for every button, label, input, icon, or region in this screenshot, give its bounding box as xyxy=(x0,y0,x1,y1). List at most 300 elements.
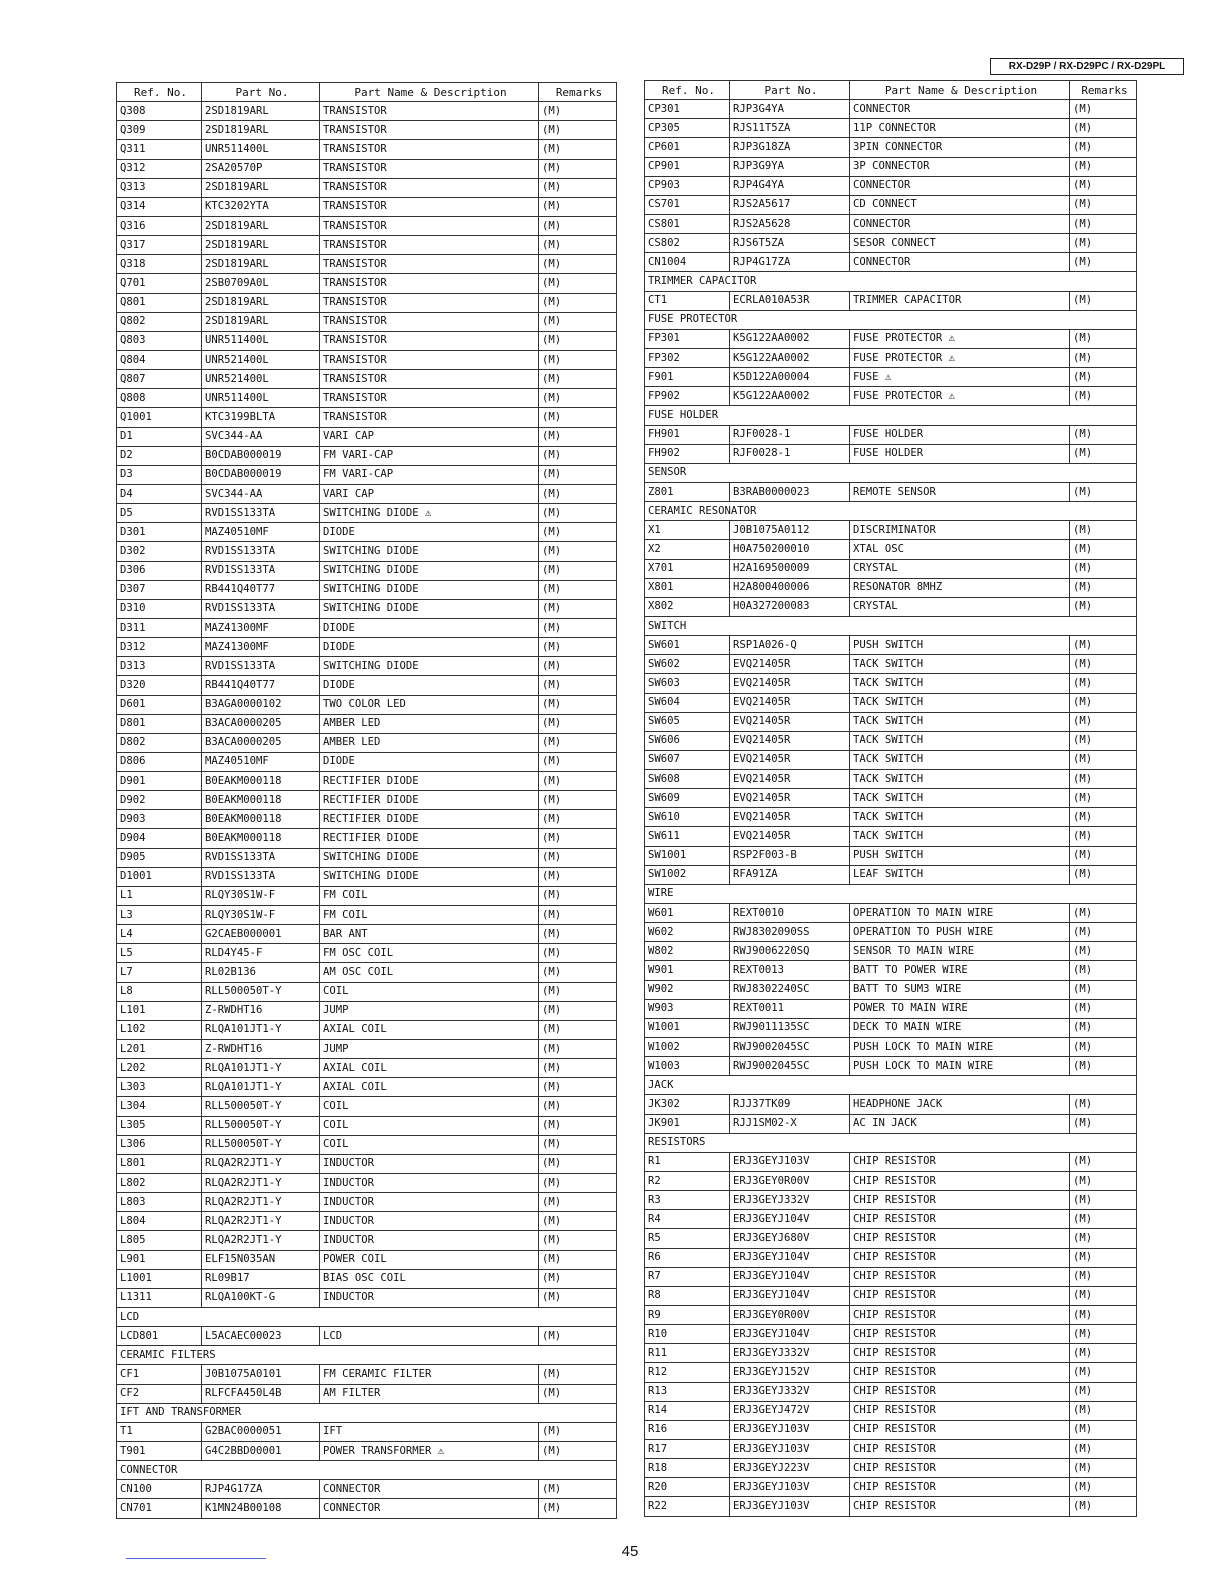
remarks-cell: (M) xyxy=(1070,1095,1137,1114)
part-name-cell: CHIP RESISTOR xyxy=(850,1152,1070,1171)
remarks-cell: (M) xyxy=(1070,234,1137,253)
part-name-cell: SESOR CONNECT xyxy=(850,234,1070,253)
ref-no-cell: JK302 xyxy=(645,1095,730,1114)
table-row xyxy=(117,561,617,580)
part-name-cell: PUSH LOCK TO MAIN WIRE xyxy=(850,1057,1070,1076)
parts-table-right xyxy=(644,80,1137,1517)
ref-no-cell: Q801 xyxy=(117,293,202,312)
ref-no-header: Ref. No. xyxy=(117,83,202,102)
table-row xyxy=(117,1231,617,1250)
ref-no-cell: L304 xyxy=(117,1097,202,1116)
section-title: IFT AND TRANSFORMER xyxy=(117,1403,617,1422)
table-row xyxy=(117,906,617,925)
table-row xyxy=(117,1499,617,1518)
part-no-cell: RLL500050T-Y xyxy=(202,1097,320,1116)
table-row xyxy=(645,1172,1137,1191)
part-no-cell: UNR521400L xyxy=(202,370,320,389)
table-row xyxy=(645,100,1137,119)
part-no-cell: ELF15N035AN xyxy=(202,1250,320,1269)
remarks-cell: (M) xyxy=(539,216,617,235)
ref-no-cell: L805 xyxy=(117,1231,202,1250)
part-no-cell: ERJ3GEYJ104V xyxy=(730,1325,850,1344)
table-row xyxy=(645,329,1137,348)
part-name-cell: TACK SWITCH xyxy=(850,808,1070,827)
remarks-cell: (M) xyxy=(1070,655,1137,674)
part-no-cell: H2A169500009 xyxy=(730,559,850,578)
table-row xyxy=(117,1365,617,1384)
part-name-cell: TACK SWITCH xyxy=(850,674,1070,693)
table-row xyxy=(117,1250,617,1269)
remarks-cell: (M) xyxy=(1070,1497,1137,1516)
table-row xyxy=(117,197,617,216)
part-name-cell: TACK SWITCH xyxy=(850,712,1070,731)
table-row xyxy=(117,1384,617,1403)
section-header-row xyxy=(645,1076,1137,1095)
table-row xyxy=(117,829,617,848)
remarks-cell: (M) xyxy=(1070,1210,1137,1229)
remarks-cell: (M) xyxy=(1070,1306,1137,1325)
table-row xyxy=(117,1154,617,1173)
ref-no-cell: D2 xyxy=(117,446,202,465)
ref-no-cell: W602 xyxy=(645,923,730,942)
ref-no-cell: L8 xyxy=(117,982,202,1001)
part-name-cell: FM CERAMIC FILTER xyxy=(320,1365,539,1384)
part-no-cell: 2SB0709A0L xyxy=(202,274,320,293)
part-name-cell: TACK SWITCH xyxy=(850,789,1070,808)
ref-no-cell: D5 xyxy=(117,504,202,523)
section-title: RESISTORS xyxy=(645,1133,1137,1152)
part-no-cell: RWJ8302090SS xyxy=(730,923,850,942)
remarks-cell: (M) xyxy=(539,504,617,523)
part-no-cell: EVQ21405R xyxy=(730,655,850,674)
part-name-cell: CHIP RESISTOR xyxy=(850,1363,1070,1382)
table-row xyxy=(117,1001,617,1020)
ref-no-cell: SW607 xyxy=(645,750,730,769)
part-no-cell: RLQA2R2JT1-Y xyxy=(202,1212,320,1231)
table-row xyxy=(645,980,1137,999)
part-name-cell: DIODE xyxy=(320,618,539,637)
ref-no-cell: CS701 xyxy=(645,195,730,214)
remarks-cell: (M) xyxy=(1070,1363,1137,1382)
table-row xyxy=(645,655,1137,674)
part-name-cell: CONNECTOR xyxy=(320,1499,539,1518)
part-name-cell: AC IN JACK xyxy=(850,1114,1070,1133)
remarks-cell: (M) xyxy=(539,389,617,408)
remarks-cell: (M) xyxy=(539,618,617,637)
part-no-cell: RJP4G4YA xyxy=(730,176,850,195)
remarks-cell: (M) xyxy=(539,1480,617,1499)
remarks-cell: (M) xyxy=(539,829,617,848)
ref-no-cell: L804 xyxy=(117,1212,202,1231)
part-no-cell: EVQ21405R xyxy=(730,827,850,846)
table-row xyxy=(117,886,617,905)
part-no-cell: ERJ3GEYJ103V xyxy=(730,1420,850,1439)
table-row xyxy=(645,1382,1137,1401)
ref-no-cell: L306 xyxy=(117,1135,202,1154)
part-no-cell: J0B1075A0112 xyxy=(730,521,850,540)
part-no-cell: RLQA2R2JT1-Y xyxy=(202,1193,320,1212)
table-row xyxy=(117,982,617,1001)
part-no-cell: RLQA101JT1-Y xyxy=(202,1078,320,1097)
part-no-cell: H0A327200083 xyxy=(730,597,850,616)
section-header-row xyxy=(645,406,1137,425)
part-no-cell: RJF0028-1 xyxy=(730,444,850,463)
part-name-cell: CONNECTOR xyxy=(850,214,1070,233)
ref-no-cell: L201 xyxy=(117,1040,202,1059)
ref-no-cell: L801 xyxy=(117,1154,202,1173)
part-name-cell: COIL xyxy=(320,1097,539,1116)
remarks-cell: (M) xyxy=(1070,1152,1137,1171)
remarks-cell: (M) xyxy=(539,944,617,963)
part-no-cell: RLL500050T-Y xyxy=(202,1135,320,1154)
table-row xyxy=(645,1306,1137,1325)
part-name-cell: AXIAL COIL xyxy=(320,1078,539,1097)
part-name-cell: TRANSISTOR xyxy=(320,370,539,389)
table-row xyxy=(645,1286,1137,1305)
part-no-cell: K1MN24B00108 xyxy=(202,1499,320,1518)
ref-no-cell: D311 xyxy=(117,618,202,637)
part-no-cell: ERJ3GEYJ332V xyxy=(730,1382,850,1401)
table-row xyxy=(645,1267,1137,1286)
section-header-row xyxy=(645,310,1137,329)
remarks-cell: (M) xyxy=(1070,348,1137,367)
table-row xyxy=(117,810,617,829)
remarks-cell: (M) xyxy=(539,982,617,1001)
part-name-cell: CD CONNECT xyxy=(850,195,1070,214)
part-no-cell: RLL500050T-Y xyxy=(202,1116,320,1135)
remarks-cell: (M) xyxy=(539,1097,617,1116)
remarks-cell: (M) xyxy=(539,255,617,274)
part-name-cell: TRANSISTOR xyxy=(320,312,539,331)
remarks-cell: (M) xyxy=(539,1441,617,1460)
part-no-cell: RJS2A5628 xyxy=(730,214,850,233)
table-row xyxy=(645,1325,1137,1344)
remarks-cell: (M) xyxy=(539,772,617,791)
ref-no-cell: Q807 xyxy=(117,370,202,389)
ref-no-cell: D1001 xyxy=(117,867,202,886)
part-no-cell: J0B1075A0101 xyxy=(202,1365,320,1384)
remarks-cell: (M) xyxy=(1070,1478,1137,1497)
remarks-cell: (M) xyxy=(539,1231,617,1250)
ref-no-cell: CN1004 xyxy=(645,253,730,272)
part-name-cell: TACK SWITCH xyxy=(850,693,1070,712)
ref-no-cell: L202 xyxy=(117,1059,202,1078)
part-no-cell: ERJ3GEYJ104V xyxy=(730,1248,850,1267)
ref-no-cell: X2 xyxy=(645,540,730,559)
table-row xyxy=(117,159,617,178)
table-row xyxy=(117,733,617,752)
part-name-cell: SWITCHING DIODE xyxy=(320,848,539,867)
part-name-cell: FUSE HOLDER xyxy=(850,444,1070,463)
ref-no-cell: CS801 xyxy=(645,214,730,233)
part-name-cell: TACK SWITCH xyxy=(850,731,1070,750)
remarks-cell: (M) xyxy=(1070,119,1137,138)
ref-no-cell: Q317 xyxy=(117,236,202,255)
part-name-cell: FUSE PROTECTOR ⚠ xyxy=(850,329,1070,348)
part-name-cell: JUMP xyxy=(320,1001,539,1020)
table-header-row xyxy=(117,83,617,102)
part-no-cell: B0EAKM000118 xyxy=(202,772,320,791)
table-row xyxy=(645,1210,1137,1229)
ref-no-cell: Q312 xyxy=(117,159,202,178)
table-row xyxy=(645,1038,1137,1057)
ref-no-cell: Q804 xyxy=(117,350,202,369)
table-row xyxy=(117,408,617,427)
part-no-cell: ERJ3GEYJ332V xyxy=(730,1344,850,1363)
part-no-cell: L5ACAEC00023 xyxy=(202,1327,320,1346)
ref-no-cell: CF1 xyxy=(117,1365,202,1384)
ref-no-cell: SW601 xyxy=(645,636,730,655)
part-no-cell: G2CAEB000001 xyxy=(202,925,320,944)
table-row xyxy=(117,1441,617,1460)
ref-no-cell: X802 xyxy=(645,597,730,616)
table-row xyxy=(645,234,1137,253)
table-row xyxy=(645,961,1137,980)
part-no-cell: EVQ21405R xyxy=(730,731,850,750)
ref-no-cell: R10 xyxy=(645,1325,730,1344)
part-name-cell: 3P CONNECTOR xyxy=(850,157,1070,176)
part-name-cell: TACK SWITCH xyxy=(850,655,1070,674)
table-row xyxy=(645,1459,1137,1478)
table-body xyxy=(117,102,617,1518)
ref-no-cell: R16 xyxy=(645,1420,730,1439)
remarks-cell: (M) xyxy=(1070,1344,1137,1363)
ref-no-cell: CP305 xyxy=(645,119,730,138)
remarks-cell: (M) xyxy=(1070,329,1137,348)
part-no-cell: UNR511400L xyxy=(202,389,320,408)
section-title: FUSE HOLDER xyxy=(645,406,1137,425)
table-row xyxy=(117,1422,617,1441)
part-no-cell: ERJ3GEYJ152V xyxy=(730,1363,850,1382)
part-no-cell: EVQ21405R xyxy=(730,808,850,827)
remarks-cell: (M) xyxy=(539,638,617,657)
part-name-cell: PUSH SWITCH xyxy=(850,846,1070,865)
table-row xyxy=(117,638,617,657)
part-name-cell: BAR ANT xyxy=(320,925,539,944)
remarks-cell: (M) xyxy=(539,1365,617,1384)
remarks-cell: (M) xyxy=(1070,865,1137,884)
part-no-cell: RWJ8302240SC xyxy=(730,980,850,999)
part-no-cell: SVC344-AA xyxy=(202,427,320,446)
ref-no-cell: X801 xyxy=(645,578,730,597)
remarks-cell: (M) xyxy=(1070,961,1137,980)
part-no-cell: 2SD1819ARL xyxy=(202,178,320,197)
part-no-cell: UNR511400L xyxy=(202,140,320,159)
part-name-cell: CHIP RESISTOR xyxy=(850,1306,1070,1325)
ref-no-cell: D903 xyxy=(117,810,202,829)
table-row xyxy=(645,1229,1137,1248)
part-name-cell: RESONATOR 8MHZ xyxy=(850,578,1070,597)
table-row xyxy=(645,750,1137,769)
part-no-cell: ERJ3GEYJ332V xyxy=(730,1191,850,1210)
ref-no-cell: D801 xyxy=(117,714,202,733)
part-no-cell: ECRLA010A53R xyxy=(730,291,850,310)
table-row xyxy=(117,504,617,523)
table-row xyxy=(645,1191,1137,1210)
ref-no-cell: R22 xyxy=(645,1497,730,1516)
remarks-cell: (M) xyxy=(539,197,617,216)
part-no-cell: REXT0011 xyxy=(730,999,850,1018)
part-name-cell: INDUCTOR xyxy=(320,1288,539,1307)
part-name-cell: AM OSC COIL xyxy=(320,963,539,982)
part-name-cell: TACK SWITCH xyxy=(850,750,1070,769)
remarks-cell: (M) xyxy=(1070,176,1137,195)
part-name-cell: CHIP RESISTOR xyxy=(850,1210,1070,1229)
table-row xyxy=(117,618,617,637)
part-no-cell: ERJ3GEYJ104V xyxy=(730,1210,850,1229)
remarks-cell: (M) xyxy=(1070,195,1137,214)
table-row xyxy=(117,312,617,331)
remarks-cell: (M) xyxy=(1070,1382,1137,1401)
part-no-cell: ERJ3GEYJ103V xyxy=(730,1478,850,1497)
table-row xyxy=(645,597,1137,616)
part-no-cell: RWJ9002045SC xyxy=(730,1038,850,1057)
remarks-cell: (M) xyxy=(539,1174,617,1193)
part-name-cell: COIL xyxy=(320,982,539,1001)
remarks-cell: (M) xyxy=(539,370,617,389)
remarks-cell: (M) xyxy=(1070,980,1137,999)
remarks-cell: (M) xyxy=(1070,482,1137,501)
part-no-cell: RVD1SS133TA xyxy=(202,657,320,676)
remarks-cell: (M) xyxy=(1070,789,1137,808)
table-row xyxy=(117,867,617,886)
section-title: WIRE xyxy=(645,884,1137,903)
table-row xyxy=(645,1057,1137,1076)
part-no-cell: RVD1SS133TA xyxy=(202,542,320,561)
ref-no-cell: D312 xyxy=(117,638,202,657)
parts-table-left xyxy=(116,82,617,1519)
part-no-cell: RVD1SS133TA xyxy=(202,504,320,523)
part-name-cell: CONNECTOR xyxy=(850,253,1070,272)
ref-no-cell: L1 xyxy=(117,886,202,905)
ref-no-cell: Z801 xyxy=(645,482,730,501)
table-row xyxy=(645,674,1137,693)
ref-no-cell: SW1001 xyxy=(645,846,730,865)
part-name-cell: TRANSISTOR xyxy=(320,121,539,140)
table-row xyxy=(645,1420,1137,1439)
ref-no-cell: Q808 xyxy=(117,389,202,408)
ref-no-cell: SW605 xyxy=(645,712,730,731)
table-row xyxy=(645,808,1137,827)
part-no-cell: B3AGA0000102 xyxy=(202,695,320,714)
table-row xyxy=(645,1401,1137,1420)
ref-no-cell: Q313 xyxy=(117,178,202,197)
part-name-cell: FM VARI-CAP xyxy=(320,465,539,484)
part-no-cell: RSP1A026-Q xyxy=(730,636,850,655)
remarks-cell: (M) xyxy=(539,1020,617,1039)
remarks-cell: (M) xyxy=(539,657,617,676)
part-name-cell: TRANSISTOR xyxy=(320,255,539,274)
table-row xyxy=(117,465,617,484)
part-no-cell: UNR511400L xyxy=(202,331,320,350)
remarks-cell: (M) xyxy=(1070,923,1137,942)
part-no-cell: Z-RWDHT16 xyxy=(202,1001,320,1020)
table-row xyxy=(645,195,1137,214)
part-name-cell: SWITCHING DIODE xyxy=(320,657,539,676)
part-no-cell: MAZ41300MF xyxy=(202,618,320,637)
ref-no-cell: SW609 xyxy=(645,789,730,808)
part-no-cell: ERJ3GEYJ103V xyxy=(730,1497,850,1516)
part-name-cell: INDUCTOR xyxy=(320,1231,539,1250)
remarks-cell: (M) xyxy=(1070,100,1137,119)
part-no-cell: H2A800400006 xyxy=(730,578,850,597)
table-row xyxy=(645,942,1137,961)
ref-no-cell: R17 xyxy=(645,1439,730,1458)
table-row xyxy=(645,157,1137,176)
remarks-cell: (M) xyxy=(539,1135,617,1154)
remarks-cell: (M) xyxy=(1070,1401,1137,1420)
table-row xyxy=(117,1097,617,1116)
remarks-cell: (M) xyxy=(539,331,617,350)
remarks-cell: (M) xyxy=(539,867,617,886)
table-row xyxy=(117,676,617,695)
part-name-cell: BIAS OSC COIL xyxy=(320,1269,539,1288)
remarks-cell: (M) xyxy=(539,1154,617,1173)
table-row xyxy=(645,138,1137,157)
part-name-cell: CRYSTAL xyxy=(850,597,1070,616)
remarks-cell: (M) xyxy=(1070,693,1137,712)
remarks-cell: (M) xyxy=(539,1499,617,1518)
part-name-cell: FM OSC COIL xyxy=(320,944,539,963)
table-row xyxy=(645,578,1137,597)
table-row xyxy=(117,1269,617,1288)
part-name-cell: AXIAL COIL xyxy=(320,1020,539,1039)
footer-divider xyxy=(126,1558,266,1559)
part-no-cell: B0CDAB000019 xyxy=(202,465,320,484)
ref-no-cell: W1002 xyxy=(645,1038,730,1057)
remarks-cell: (M) xyxy=(1070,578,1137,597)
ref-no-cell: R1 xyxy=(645,1152,730,1171)
part-name-cell: SWITCHING DIODE xyxy=(320,867,539,886)
table-row xyxy=(645,368,1137,387)
remarks-cell: (M) xyxy=(1070,559,1137,578)
remarks-cell: (M) xyxy=(539,676,617,695)
part-no-cell: B0EAKM000118 xyxy=(202,829,320,848)
ref-no-cell: SW603 xyxy=(645,674,730,693)
section-header-row xyxy=(117,1461,617,1480)
part-no-cell: RL09B17 xyxy=(202,1269,320,1288)
remarks-cell: (M) xyxy=(1070,1286,1137,1305)
remarks-cell: (M) xyxy=(539,159,617,178)
table-row xyxy=(117,1116,617,1135)
part-name-cell: LEAF SWITCH xyxy=(850,865,1070,884)
part-name-cell: CHIP RESISTOR xyxy=(850,1325,1070,1344)
ref-no-cell: D306 xyxy=(117,561,202,580)
table-row xyxy=(645,1497,1137,1516)
remarks-cell: (M) xyxy=(1070,1229,1137,1248)
remarks-cell: (M) xyxy=(1070,770,1137,789)
ref-no-cell: FH901 xyxy=(645,425,730,444)
section-header-row xyxy=(645,272,1137,291)
ref-no-header: Ref. No. xyxy=(645,81,730,100)
remarks-cell: (M) xyxy=(1070,1038,1137,1057)
ref-no-cell: L4 xyxy=(117,925,202,944)
part-name-cell: 11P CONNECTOR xyxy=(850,119,1070,138)
remarks-cell: (M) xyxy=(539,752,617,771)
remarks-cell: (M) xyxy=(539,178,617,197)
part-no-cell: RVD1SS133TA xyxy=(202,867,320,886)
remarks-cell: (M) xyxy=(1070,827,1137,846)
table-row xyxy=(117,484,617,503)
table-row xyxy=(117,1193,617,1212)
remarks-cell: (M) xyxy=(1070,942,1137,961)
table-row xyxy=(117,752,617,771)
ref-no-cell: L101 xyxy=(117,1001,202,1020)
part-name-cell: DISCRIMINATOR xyxy=(850,521,1070,540)
ref-no-cell: SW611 xyxy=(645,827,730,846)
remarks-cell: (M) xyxy=(539,1040,617,1059)
part-no-cell: RB441Q40T77 xyxy=(202,676,320,695)
